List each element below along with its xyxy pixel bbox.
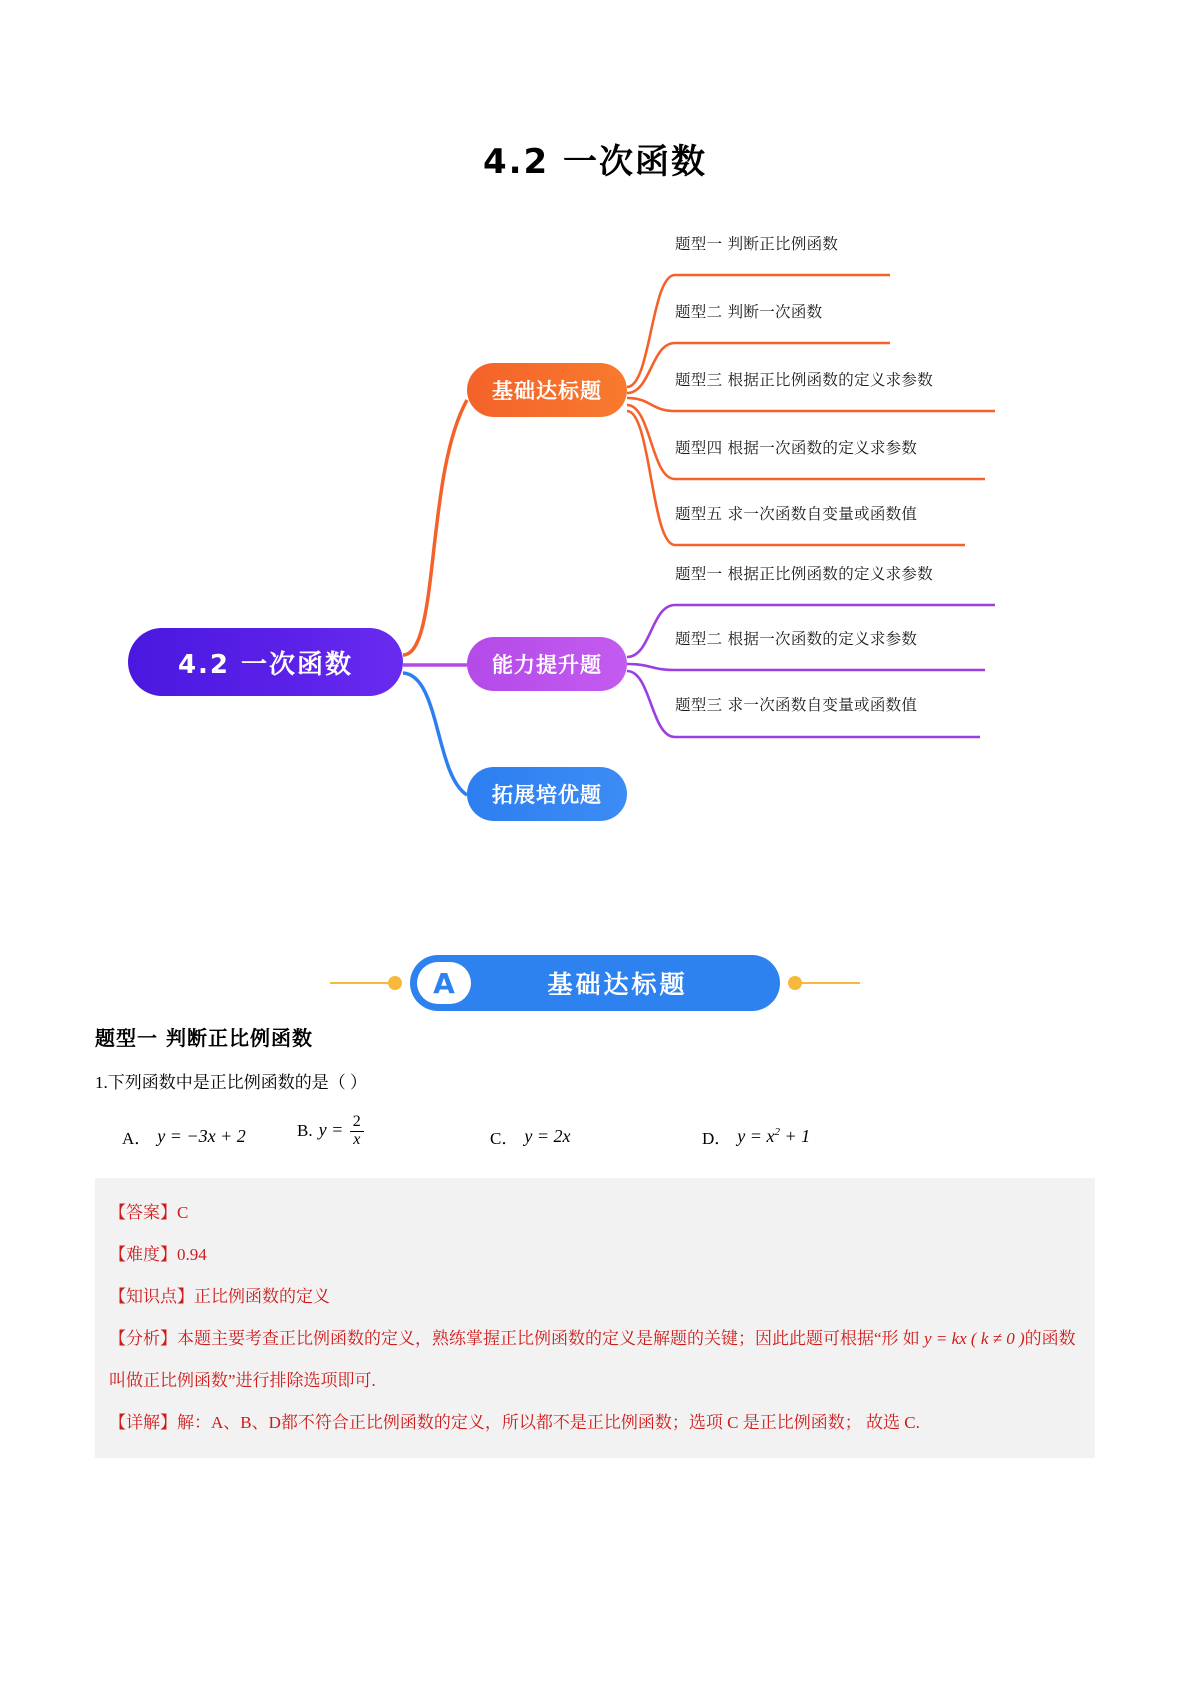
banner-line-right — [800, 982, 860, 984]
option-d-label: D． — [702, 1129, 732, 1148]
knowledge-value: 正比例函数的定义 — [194, 1287, 330, 1306]
option-b — [297, 1114, 366, 1149]
option-a — [122, 1124, 246, 1149]
banner-letter: A — [417, 962, 471, 1004]
difficulty-line — [109, 1234, 1081, 1276]
option-b-expression: y = $\frac{2}{x}$ — [319, 1114, 366, 1149]
banner-label: 基础达标题 — [547, 970, 688, 999]
mindmap-leaf-improve-2: 题型二 根据一次函数的定义求参数 — [675, 630, 918, 648]
difficulty-tag: 【难度】 — [109, 1245, 177, 1264]
option-c-expression: y = 2x — [524, 1126, 571, 1146]
question-type-heading: 题型一 判断正比例函数 — [95, 1026, 313, 1050]
banner-pill — [410, 955, 780, 1011]
mindmap-leaf-basic-2: 题型二 判断一次函数 — [675, 303, 823, 321]
mindmap-connectors — [95, 215, 1095, 855]
option-c-label: C． — [490, 1129, 519, 1148]
answer-block — [95, 1178, 1095, 1458]
analysis-text-1: 本题主要考查正比例函数的定义，熟练掌握正比例函数的定义是解题的关键；因此此题可根据“形 — [177, 1329, 899, 1348]
mindmap-branch-extend: 拓展培优题 — [467, 767, 627, 821]
answer-tag: 【答案】 — [109, 1203, 177, 1222]
banner-dot-left — [388, 976, 402, 990]
question-stem: 1.下列函数中是正比例函数的是（ ） — [95, 1073, 367, 1092]
detail-text-2: 故选 C. — [865, 1413, 920, 1432]
mindmap-branch-basic: 基础达标题 — [467, 363, 627, 417]
option-b-fraction: $\frac{2}{x}$ — [350, 1114, 364, 1149]
option-c — [490, 1124, 571, 1149]
difficulty-value: 0.94 — [177, 1245, 207, 1264]
section-banner — [330, 955, 860, 1011]
mindmap-branch-improve: 能力提升题 — [467, 637, 627, 691]
option-a-label: A． — [122, 1129, 152, 1148]
mindmap-leaf-basic-4: 题型四 根据一次函数的定义求参数 — [675, 439, 918, 457]
mindmap-root-node: 4.2 一次函数 — [128, 628, 403, 696]
option-d-expression: $y = x^2 + 1$ — [737, 1126, 811, 1146]
answer-line — [109, 1192, 1081, 1234]
option-b-label: B. — [297, 1121, 313, 1141]
analysis-tag: 【分析】 — [109, 1329, 177, 1348]
mindmap-leaf-basic-3: 题型三 根据正比例函数的定义求参数 — [675, 371, 934, 389]
analysis-paragraph — [109, 1318, 1081, 1402]
mindmap-leaf-basic-5: 题型五 求一次函数自变量或函数值 — [675, 505, 918, 523]
mindmap-leaf-improve-3: 题型三 求一次函数自变量或函数值 — [675, 696, 918, 714]
knowledge-line — [109, 1276, 1081, 1318]
analysis-formula: y = kx ( k ≠ 0 ) — [924, 1329, 1025, 1348]
knowledge-tag: 【知识点】 — [109, 1287, 194, 1306]
detail-paragraph — [109, 1402, 1081, 1444]
mindmap-leaf-improve-1: 题型一 根据正比例函数的定义求参数 — [675, 565, 934, 583]
detail-tag: 【详解】 — [109, 1413, 177, 1432]
analysis-text-2-suffix: 的函数叫做正比例函数”进行排除选项即可. — [109, 1329, 1076, 1390]
option-d — [702, 1124, 810, 1149]
page-title: 4.2 一次函数 — [482, 142, 708, 182]
mindmap-leaf-basic-1: 题型一 判断正比例函数 — [675, 235, 839, 253]
options-row — [110, 1110, 1100, 1164]
option-a-expression: y = −3x + 2 — [157, 1126, 246, 1146]
detail-text-1: 解：A、B、D都不符合正比例函数的定义，所以都不是正比例函数；选项 C 是正比例函数； — [177, 1413, 862, 1432]
mindmap — [95, 215, 1095, 855]
answer-value: C — [177, 1203, 189, 1222]
banner-line-left — [330, 982, 390, 984]
analysis-text-2-prefix: 如 — [902, 1329, 920, 1348]
